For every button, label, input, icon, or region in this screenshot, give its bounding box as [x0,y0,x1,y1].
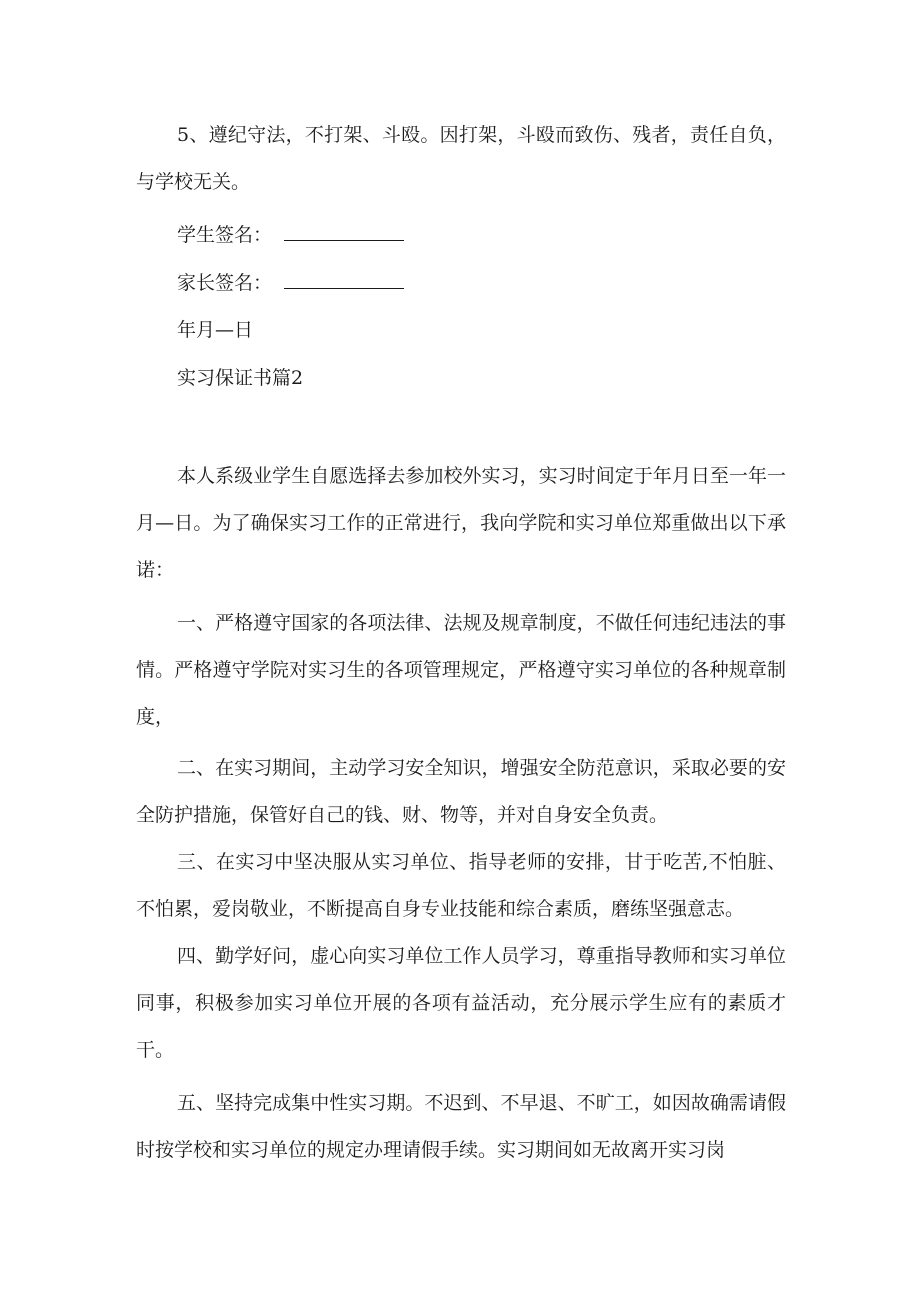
paragraph-item-1: 一、严格遵守国家的各项法律、法规及规章制度，不做任何违纪违法的事情。严格遵守学院对实习生的各项管理规定，严格遵守实习单位的各种规章制度， [136,612,786,728]
paragraph-intro: 本人系级业学生自愿选择去参加校外实习，实习时间定于年月日至一年一月—日。为了确保实习工作的正常进行，我向学院和实习单位郑重做出以下承诺： [136,465,786,581]
date-line: 年月—日 [177,319,254,341]
parent-signature-blank[interactable] [284,274,404,289]
student-signature-blank[interactable] [284,226,404,241]
student-signature-line [177,212,404,259]
paragraph-item-2: 二、在实习期间，主动学习安全知识，增强安全防范意识，采取必要的安全防护措施，保管好自己的钱、财、物等，并对自身安全负责。 [136,757,786,826]
parent-signature-line [177,260,404,307]
section-title: 实习保证书篇2 [177,367,304,389]
paragraph-item-3: 三、在实习中坚决服从实习单位、指导老师的安排，甘于吃苦,不怕脏、不怕累，爱岗敬业，不断提高自身专业技能和综合素质，磨练坚强意志。 [136,851,786,920]
paragraph-rule-5: 5、遵纪守法，不打架、斗殴。因打架，斗殴而致伤、残者，责任自负，与学校无关。 [136,124,786,193]
parent-signature-label: 家长签名： [177,272,273,294]
paragraph-item-5: 五、坚持完成集中性实习期。不迟到、不早退、不旷工，如因故确需请假时按学校和实习单位的规定办理请假手续。实习期间如无故离开实习岗 [136,1092,786,1161]
student-signature-label: 学生签名： [177,224,273,246]
paragraph-item-4: 四、勤学好问，虚心向实习单位工作人员学习，尊重指导教师和实习单位同事，积极参加实习单位开展的各项有益活动，充分展示学生应有的素质才干。 [136,945,786,1061]
